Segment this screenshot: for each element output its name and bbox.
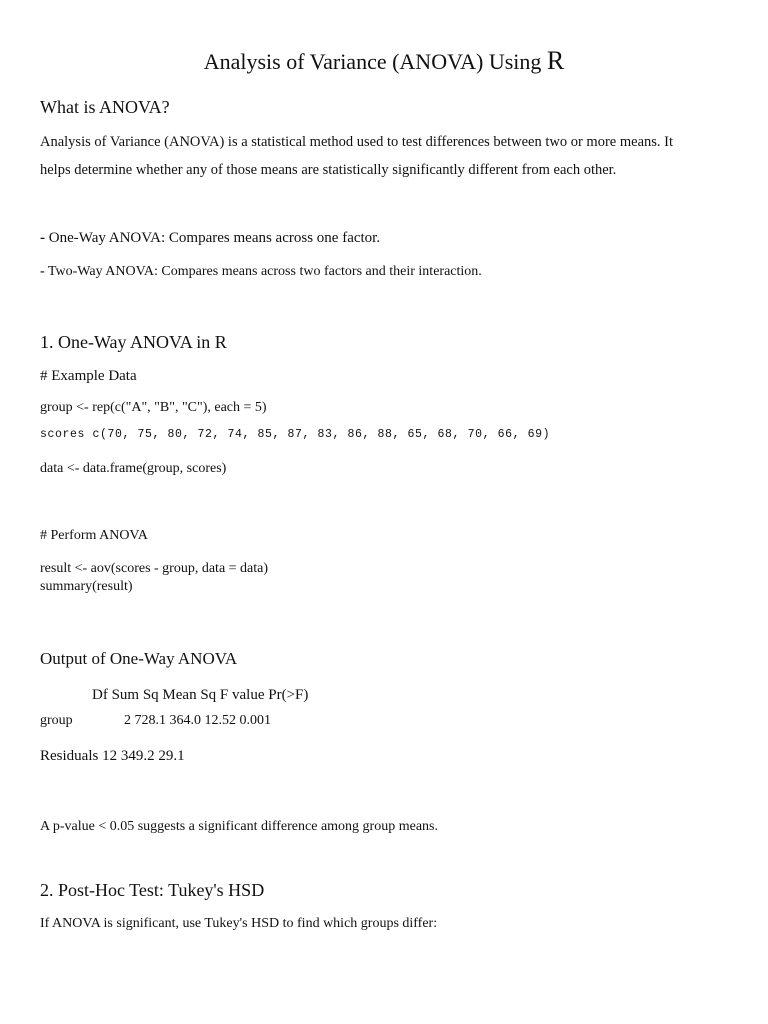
what-paragraph-line-1: Analysis of Variance (ANOVA) is a statistical method used to test differences between two or more means. It [40, 134, 674, 150]
bullet-text: One-Way ANOVA: Compares means across one factor. [45, 230, 381, 246]
bullet-text: Two-Way ANOVA: Compares means across two factors and their interaction. [44, 264, 482, 279]
output-residuals-row: Residuals 12 349.2 29.1 [40, 748, 185, 764]
section-2-text: If ANOVA is significant, use Tukey's HSD to find which groups differ: [40, 916, 438, 931]
output-header-row: Df Sum Sq Mean Sq F value Pr(>F) [92, 687, 309, 703]
output-interpretation: A p-value < 0.05 suggests a significant difference among group means. [40, 819, 438, 834]
bullet-one-way [40, 230, 380, 247]
output-group-values: 2 728.1 364.0 12.52 0.001 [124, 713, 271, 728]
what-paragraph-line-2: helps determine whether any of those means are statistically significantly different from each other. [40, 162, 617, 178]
section-1-heading: 1. One-Way ANOVA in R [40, 332, 227, 352]
code-line-scores: scores c(70, 75, 80, 72, 74, 85, 87, 83, 86, 88, 65, 68, 70, 66, 69) [40, 428, 551, 441]
bullet-dash: - [40, 264, 45, 279]
code-line-data: data <- data.frame(group, scores) [40, 461, 227, 476]
what-is-anova-heading: What is ANOVA? [40, 97, 170, 117]
output-group-label: group [40, 713, 73, 728]
page-title-text: Analysis of Variance (ANOVA) Using [203, 49, 547, 74]
code-comment-example-data: # Example Data [40, 368, 137, 384]
section-2-heading: 2. Post-Hoc Test: Tukey's HSD [40, 880, 265, 900]
page-title-r: R [546, 46, 565, 75]
code-line-result: result <- aov(scores - group, data = data) [40, 561, 269, 576]
code-line-group: group <- rep(c("A", "B", "C"), each = 5) [40, 400, 267, 415]
output-heading: Output of One-Way ANOVA [40, 649, 238, 668]
page-title [0, 46, 768, 76]
bullet-two-way [40, 264, 482, 280]
code-line-summary: summary(result) [40, 579, 133, 594]
bullet-dash: - [40, 230, 45, 246]
code-comment-perform-anova: # Perform ANOVA [40, 528, 148, 543]
